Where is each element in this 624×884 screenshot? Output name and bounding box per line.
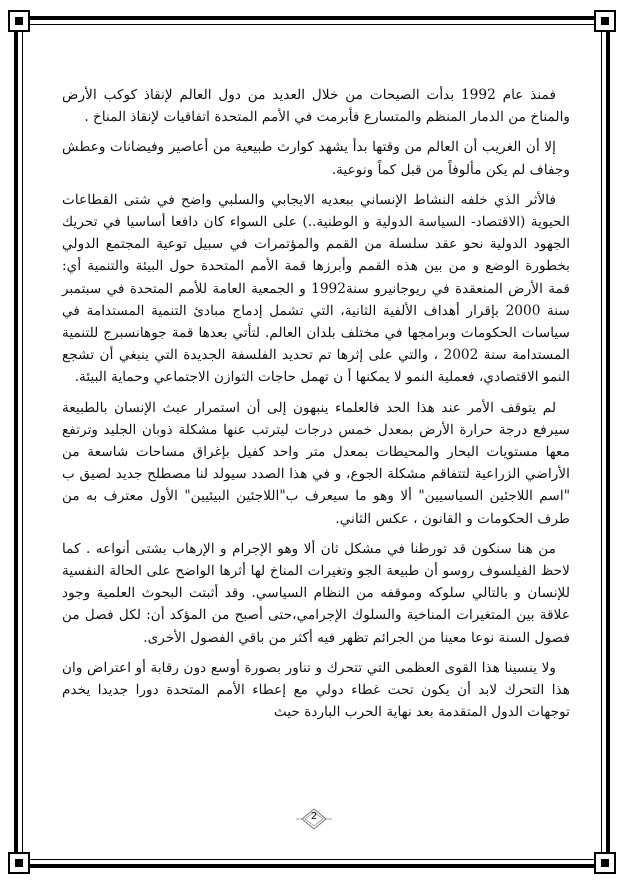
paragraph: فالأثر الذي خلفه النشاط الإنساني ببعديه الايجابي والسلبي واضح في شتى القطاعات الحيوية (الاقتصاد- السياسة الدولية و الوطنية..) على السواء كان دافعا أساسيا في تحريك الجهود الدولية نحو عقد سلسلة من القمم والمؤتمرات في سبيل توعية المجتمع الدولي بخطورة الوضع و من بين هذه القمم وأبرزها قمة الأمم المتحدة حول البيئة والتنمية أي: قمة الأرض المنعقدة في ريوجانيرو سنة1992 و الجمعية العامة للأمم المتحدة في سبتمبر سنة 2000 بإقرار أهداف الألفية الثانية، التي تشمل إدماج مبادئ التنمية المستدامة في سياسات الحكومات وبرامجها في مختلف بلدان العالم. لتأتي بعدها قمة جوهانسبرج للتنمية المستدامة سنة 2002 ، والتي على إثرها تم تحديد الفلسفة الجديدة التي ينبغي أن تشجع النمو الاقتصادي، فعملية النمو لا يمكنها أ ن تهمل حاجات التوازن الاجتماعي وحماية البيئة. (62, 191, 570, 386)
page-number: 2 (310, 811, 318, 822)
page-number-badge (296, 808, 332, 830)
paragraph: إلا أن الغريب أن العالم من وقتها بدأ يشهد كوارث طبيعية من أعاصير وفيضانات وعطش وجفاف لم يكن مألوفاً من قبل كماً ونوعية. (62, 139, 570, 178)
paragraph: ولا ينسينا هذا القوى العظمى التي تتحرك و تناور بصورة أوسع دون رقابة أو اعتراض وان هذا التحرك لابد أن يكون تحت غطاء دولي مع إعطاء الأمم المتحدة دورا جديدا يخدم توجهات الدول المتقدمة بعد نهاية الحرب الباردة حيث (62, 659, 570, 721)
document-body (62, 84, 570, 731)
corner-ornament (8, 852, 30, 874)
paragraph: من هنا سنكون قد تورطنا في مشكل ثان ألا وهو الإجرام و الإرهاب بشتى أنواعه . كما لاحظ الفيلسوف روسو أن طبيعة الجو وتغيرات المناخ لها أثرها الواضح على الحالة النفسية للإنسان و بالتالي سلوكه وموقفه من النظام السياسي. وقد أثبتت البحوث العلمية وجود علاقة بين المتغيرات المناخية والسلوك الإجرامي،حتى أصبح من المؤكد أن: لكل فصل من فصول السنة نوعا معينا من الجرائم تظهر فيه أكثر من باقي الفصول الأخرى. (62, 540, 570, 646)
corner-ornament (8, 10, 30, 32)
paragraph: لم يتوقف الأمر عند هذا الحد فالعلماء ينبهون إلى أن استمرار عبث الإنسان بالطبيعة سيرفع درجة حرارة الأرض بمعدل خمس درجات ليترتب عنها مشكلة ذوبان الجليد وترتفع معها مستويات البحار والمحيطات بمعدل متر واحد كفيل بإغراق مساحات شاسعة من الأراضي الزراعية لتتفاقم مشكلة الجوع، و في هذا الصدد سيولد لنا مصطلح جديد لصيق ب "اسم اللاجئين السياسيين" ألا وهو ما سيعرف ب"اللاجئين البيئيين" الأول معترف به من طرف الحكومات و القانون ، عكس الثاني. (62, 399, 570, 527)
corner-ornament (594, 10, 616, 32)
paragraph: فمنذ عام 1992 بدأت الصيحات من خلال العديد من دول العالم لإنقاذ كوكب الأرض والمناخ من الدمار المنظم والمتسارع فأبرمت في الأمم المتحدة اتفاقيات لإنقاذ المناخ . (62, 87, 570, 126)
corner-ornament (594, 852, 616, 874)
